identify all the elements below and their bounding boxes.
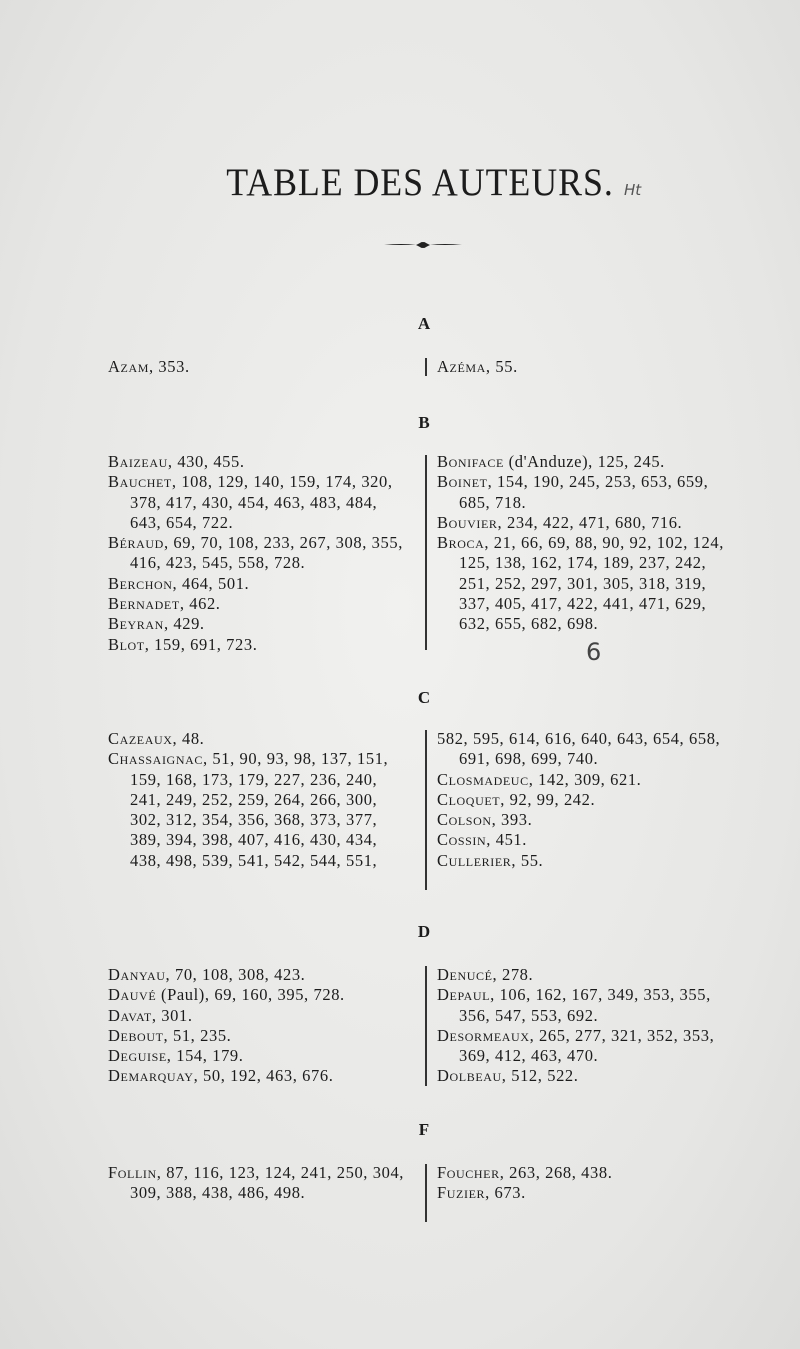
- author-entry: [437, 1163, 737, 1183]
- author-name: Depaul: [437, 985, 491, 1005]
- page-references: , 154, 179.: [166, 1046, 244, 1066]
- section-letter-b: B: [418, 413, 430, 432]
- page-references: , 278.: [492, 965, 534, 984]
- author-name: Boniface: [437, 452, 504, 471]
- section-b-right-column: [437, 452, 737, 635]
- page-references: , 55.: [485, 357, 518, 376]
- author-entry: [108, 594, 408, 614]
- author-entry: [108, 1163, 408, 1204]
- author-name: Béraud: [108, 533, 164, 553]
- author-name: Follin: [108, 1163, 157, 1182]
- page-references: , 87, 116, 123, 124, 241, 250, 304, 309, 388, 438, 486, 498.: [130, 1163, 405, 1203]
- author-entry: [108, 965, 408, 985]
- page-references: , 106, 162, 167, 349, 353, 355, 356, 547, 553, 692.: [459, 985, 711, 1025]
- section-letter-a: A: [417, 314, 431, 333]
- author-name: Broca: [437, 533, 485, 553]
- page-references: , 512, 522.: [501, 1066, 579, 1086]
- author-entry: [437, 810, 737, 830]
- author-name: Denucé: [437, 965, 493, 984]
- author-entry: [108, 357, 408, 377]
- author-name: Chassaignac: [108, 749, 203, 769]
- continued-entry: [437, 729, 737, 770]
- author-entry: [108, 452, 408, 472]
- author-name: Dauvé: [108, 985, 157, 1005]
- author-entry: [437, 533, 737, 634]
- section-f-right-column: [437, 1163, 737, 1204]
- author-name: Cossin: [437, 830, 487, 850]
- page-references: , 265, 277, 321, 352, 353, 369, 412, 463, 470.: [459, 1025, 715, 1066]
- page-references: , 48.: [172, 729, 205, 748]
- page-references: , 462.: [179, 594, 221, 614]
- handwritten-six: 6: [586, 638, 602, 666]
- page-references: , 263, 268, 438.: [499, 1163, 613, 1182]
- author-entry: [108, 574, 408, 594]
- page-references: , 234, 422, 471, 680, 716.: [497, 512, 683, 532]
- section-letter-d: D: [417, 922, 431, 941]
- author-entry: [108, 614, 408, 634]
- author-name: Cloquet: [437, 789, 501, 809]
- column-divider: [425, 455, 427, 650]
- author-entry: [437, 513, 737, 533]
- author-name: Davat: [108, 1005, 152, 1025]
- author-entry: [108, 1006, 408, 1026]
- page-references: , 464, 501.: [172, 573, 250, 593]
- author-entry: [437, 770, 737, 790]
- page-references: , 451.: [486, 830, 528, 850]
- author-entry: [437, 452, 737, 472]
- page-references: , 69, 70, 108, 233, 267, 308, 355, 416, 423, 545, 558, 728.: [130, 533, 403, 573]
- page-references: , 301.: [151, 1005, 193, 1025]
- column-divider: [425, 966, 427, 1086]
- page-references: (Paul), 69, 160, 395, 728.: [156, 985, 345, 1005]
- author-entry: [108, 533, 408, 574]
- author-entry: [437, 965, 737, 985]
- author-name: Closmadeuc: [437, 769, 529, 789]
- page-references: , 159, 691, 723.: [144, 634, 258, 654]
- author-name: Debout: [108, 1025, 164, 1045]
- author-entry: [108, 729, 408, 749]
- author-name: Demarquay: [108, 1066, 194, 1086]
- page-references: (d'Anduze), 125, 245.: [503, 452, 665, 471]
- author-name: Desormeaux: [437, 1025, 530, 1045]
- section-a-left-column: [108, 357, 408, 377]
- author-entry: [437, 472, 737, 513]
- page-references: , 429.: [163, 614, 205, 634]
- page-references: , 70, 108, 308, 423.: [165, 965, 306, 984]
- author-name: Foucher: [437, 1163, 500, 1182]
- ornament-rule: [382, 238, 464, 252]
- author-entry: [437, 790, 737, 810]
- author-name: Beyran: [108, 614, 164, 634]
- author-name: Baizeau: [108, 452, 168, 471]
- section-d-right-column: [437, 965, 737, 1087]
- page-references: , 393.: [491, 810, 533, 830]
- page-references: , 51, 235.: [163, 1025, 232, 1045]
- section-c-left-column: [108, 729, 408, 871]
- page-references: , 21, 66, 69, 88, 90, 92, 102, 124, 125, 138, 162, 174, 189, 237, 242, 251, 252, 297, 301, 305, 318, 319, 337, 405, 417, 422, 441, 471, 629, 632, 655, 682, 698.: [459, 533, 724, 634]
- author-entry: [437, 1066, 737, 1086]
- author-entry: [108, 472, 408, 533]
- page-references: , 92, 99, 242.: [500, 789, 596, 809]
- page-references: 582, 595, 614, 616, 640, 643, 654, 658, 691, 698, 699, 740.: [437, 729, 721, 769]
- section-f-left-column: [108, 1163, 408, 1204]
- column-divider: [425, 1164, 427, 1222]
- page-references: , 51, 90, 93, 98, 137, 151, 159, 168, 173, 179, 227, 236, 240, 241, 249, 252, 259, 264, 266, 300, 302, 312, 354, 356, 368, 373, 377, 389, 394, 398, 407, 416, 430, 434, 438, 498, 539, 541, 542, 544, 551,: [130, 749, 389, 870]
- section-b-left-column: [108, 452, 408, 655]
- author-name: Blot: [108, 634, 145, 654]
- author-entry: [108, 985, 408, 1005]
- section-d-left-column: [108, 965, 408, 1087]
- author-name: Bernadet: [108, 594, 180, 614]
- author-entry: [437, 1183, 737, 1203]
- author-name: Colson: [437, 810, 492, 830]
- author-entry: [437, 1026, 737, 1067]
- author-name: Cullerier: [437, 850, 512, 870]
- section-a-right-column: [437, 357, 737, 377]
- page-title: TABLE DES AUTEURS.: [226, 161, 614, 204]
- pencil-annotation: Ht: [624, 181, 642, 199]
- page-references: , 50, 192, 463, 676.: [193, 1066, 334, 1086]
- author-name: Azéma: [437, 357, 486, 376]
- page-references: , 108, 129, 140, 159, 174, 320, 378, 417, 430, 454, 463, 483, 484, 643, 654, 722.: [130, 472, 393, 532]
- author-entry: [437, 985, 737, 1026]
- author-name: Dolbeau: [437, 1066, 502, 1086]
- section-c-right-column: [437, 729, 737, 871]
- author-entry: [108, 1066, 408, 1086]
- author-name: Bauchet: [108, 472, 172, 492]
- page-references: , 154, 190, 245, 253, 653, 659, 685, 718.: [459, 472, 709, 512]
- page-references: , 55.: [511, 850, 544, 870]
- page-references: , 430, 455.: [167, 452, 245, 471]
- column-divider: [425, 730, 427, 890]
- page-references: , 673.: [485, 1183, 526, 1203]
- author-entry: [437, 830, 737, 850]
- author-entry: [437, 357, 737, 377]
- author-name: Cazeaux: [108, 729, 173, 748]
- author-name: Boinet: [437, 472, 488, 492]
- author-entry: [437, 851, 737, 871]
- page-references: , 142, 309, 621.: [528, 769, 642, 789]
- author-entry: [108, 1026, 408, 1046]
- author-entry: [108, 749, 408, 871]
- author-entry: [108, 1046, 408, 1066]
- page-references: , 353.: [148, 357, 190, 376]
- author-name: Bouvier: [437, 512, 498, 532]
- author-name: Deguise: [108, 1046, 167, 1066]
- section-letter-f: F: [418, 1120, 430, 1139]
- author-name: Fuzier: [437, 1183, 486, 1203]
- author-name: Azam: [108, 357, 149, 376]
- author-entry: [108, 635, 408, 655]
- author-name: Danyau: [108, 965, 166, 984]
- column-divider: [425, 358, 427, 376]
- section-letter-c: C: [417, 688, 431, 707]
- author-name: Berchon: [108, 573, 173, 593]
